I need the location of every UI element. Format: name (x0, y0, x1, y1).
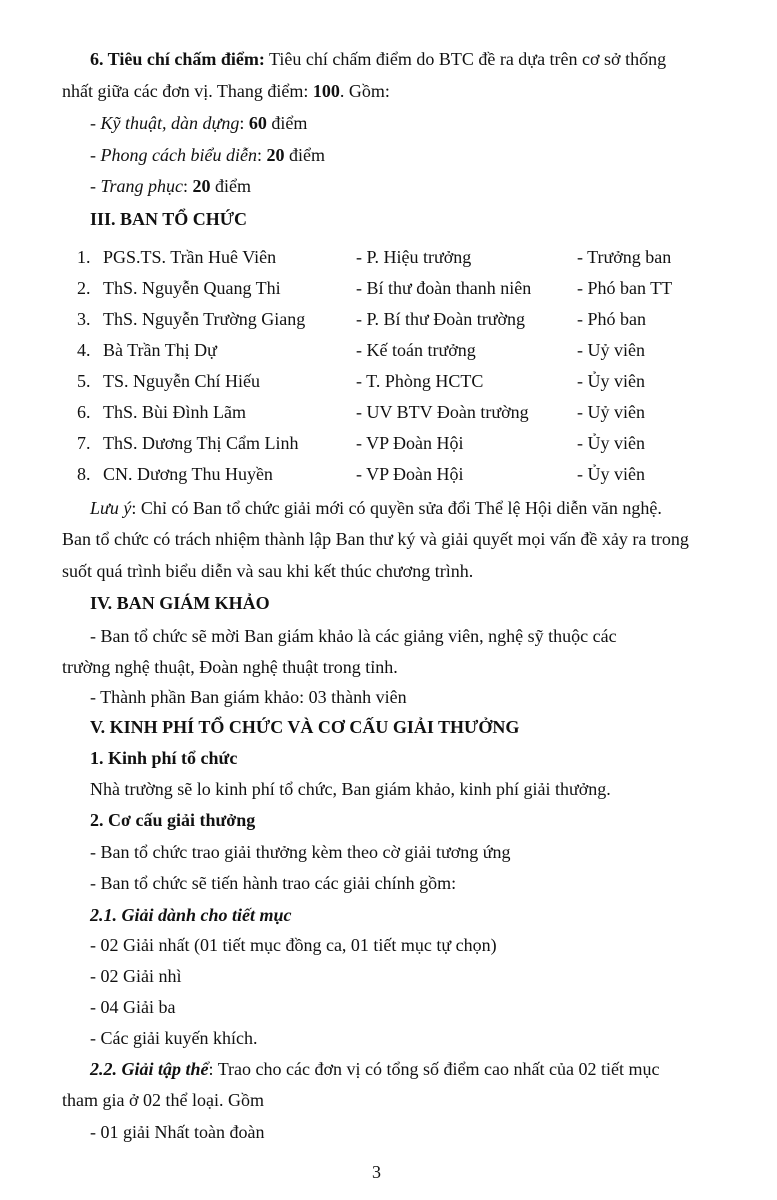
prize-item: - 04 Giải ba (90, 997, 176, 1017)
committee-row (77, 244, 737, 270)
prize-item: - Các giải kuyến khích. (90, 1028, 258, 1048)
collective-prize-line2: tham gia ở 02 thể loại. Gồm (62, 1090, 264, 1110)
member-number: 7. (77, 433, 91, 453)
criteria-colon: : (256, 145, 267, 165)
note-label: Lưu ý (90, 498, 132, 518)
jury-line3: - Thành phần Ban giám khảo: 03 thành viên (90, 687, 407, 707)
committee-row (77, 275, 737, 301)
member-number: 5. (77, 371, 91, 391)
member-role: - Uỷ viên (577, 340, 645, 360)
collective-prize-line3: - 01 giải Nhất toàn đoàn (90, 1122, 265, 1142)
criteria-label: Kỹ thuật, dàn dựng (100, 113, 240, 133)
criteria-scale: 100 (312, 81, 340, 101)
note-line1 (90, 496, 662, 520)
criteria-unit: điểm (210, 176, 252, 196)
member-name: Bà Trần Thị Dự (103, 340, 217, 360)
organizing-committee-heading: III. BAN TỔ CHỨC (90, 209, 248, 229)
criteria-item (90, 143, 325, 167)
criteria-dash: - (90, 145, 101, 165)
criteria-paragraph-line1 (90, 47, 666, 71)
member-position: - Bí thư đoàn thanh niên (356, 278, 532, 298)
member-number: 2. (77, 278, 91, 298)
criteria-label: Trang phục (100, 176, 184, 196)
member-name: ThS. Dương Thị Cẩm Linh (103, 433, 299, 453)
page-number: 3 (372, 1162, 381, 1182)
criteria-paragraph-line2 (62, 79, 390, 103)
jury-heading: IV. BAN GIÁM KHẢO (90, 593, 270, 613)
member-name: ThS. Bùi Đình Lãm (103, 402, 246, 422)
criteria-unit: điểm (284, 145, 325, 165)
criteria-points: 20 (266, 145, 285, 165)
collective-prize-heading: 2.2. Giải tập thể (90, 1059, 209, 1079)
committee-row (77, 368, 737, 394)
criteria-item (90, 174, 251, 198)
member-position: - UV BTV Đoàn trường (356, 402, 529, 422)
collective-prize-text: : Trao cho các đơn vị có tổng số điểm cao nhất của 02 tiết mục (208, 1059, 660, 1079)
note-line3: suốt quá trình biểu diễn và sau khi kết thúc chương trình. (62, 561, 474, 581)
member-name: PGS.TS. Trần Huê Viên (103, 247, 277, 267)
item-prizes-heading: 2.1. Giải dành cho tiết mục (90, 905, 292, 925)
member-number: 6. (77, 402, 91, 422)
criteria-item (90, 111, 307, 135)
criteria-colon: : (183, 176, 193, 196)
member-number: 8. (77, 464, 91, 484)
member-position: - P. Bí thư Đoàn trường (356, 309, 526, 329)
criteria-unit: điểm (266, 113, 308, 133)
member-position: - T. Phòng HCTC (356, 371, 484, 391)
prize-line1: - Ban tổ chức trao giải thưởng kèm theo cờ giải tương ứng (90, 842, 511, 862)
member-number: 1. (77, 247, 91, 267)
member-position: - P. Hiệu trưởng (356, 247, 472, 267)
committee-row (77, 430, 737, 456)
jury-line1: - Ban tổ chức sẽ mời Ban giám khảo là các giảng viên, nghệ sỹ thuộc các (90, 626, 617, 646)
member-number: 4. (77, 340, 91, 360)
member-name: CN. Dương Thu Huyền (103, 464, 273, 484)
note-text: : Chỉ có Ban tổ chức giải mới có quyền sửa đổi Thể lệ Hội diễn văn nghệ. (131, 498, 662, 518)
criteria-text: Tiêu chí chấm điểm do BTC đề ra dựa trên cơ sở thống (264, 49, 667, 69)
note-line2: Ban tổ chức có trách nhiệm thành lập Ban thư ký và giải quyết mọi vấn đề xảy ra trong (62, 529, 689, 549)
collective-prize-line1 (90, 1057, 659, 1081)
criteria-heading: 6. Tiêu chí chấm điểm: (90, 49, 265, 69)
prize-item: - 02 Giải nhì (90, 966, 182, 986)
criteria-text-2b: . Gồm: (339, 81, 390, 101)
member-role: - Ủy viên (577, 464, 645, 484)
member-name: ThS. Nguyễn Trường Giang (103, 309, 306, 329)
member-name: ThS. Nguyễn Quang Thi (103, 278, 281, 298)
prize-item: - 02 Giải nhất (01 tiết mục đồng ca, 01 tiết mục tự chọn) (90, 935, 497, 955)
member-number: 3. (77, 309, 91, 329)
criteria-points: 20 (192, 176, 211, 196)
member-role: - Phó ban (577, 309, 646, 329)
prize-structure-heading: 2. Cơ cấu giải thưởng (90, 810, 256, 830)
member-position: - VP Đoàn Hội (356, 464, 464, 484)
budget-subheading: 1. Kinh phí tổ chức (90, 748, 238, 768)
committee-row (77, 306, 737, 332)
member-role: - Ủy viên (577, 371, 645, 391)
jury-line2: trường nghệ thuật, Đoàn nghệ thuật trong tỉnh. (62, 657, 398, 677)
member-role: - Phó ban TT (577, 278, 673, 298)
member-name: TS. Nguyễn Chí Hiếu (103, 371, 260, 391)
prize-line2: - Ban tổ chức sẽ tiến hành trao các giải chính gồm: (90, 873, 457, 893)
member-role: - Uỷ viên (577, 402, 645, 422)
criteria-points: 60 (248, 113, 267, 133)
criteria-dash: - (90, 113, 101, 133)
committee-row (77, 399, 737, 425)
criteria-colon: : (239, 113, 249, 133)
member-role: - Trưởng ban (577, 247, 672, 267)
criteria-dash: - (90, 176, 101, 196)
member-position: - VP Đoàn Hội (356, 433, 464, 453)
member-position: - Kế toán trưởng (356, 340, 476, 360)
committee-row (77, 461, 737, 487)
criteria-text-2a: nhất giữa các đơn vị. Thang điểm: (62, 81, 313, 101)
committee-row (77, 337, 737, 363)
budget-text: Nhà trường sẽ lo kinh phí tổ chức, Ban giám khảo, kinh phí giải thưởng. (90, 779, 611, 799)
criteria-label: Phong cách biểu diễn (100, 145, 257, 165)
budget-heading: V. KINH PHÍ TỔ CHỨC VÀ CƠ CẤU GIẢI THƯỞNG (90, 717, 520, 737)
member-role: - Ủy viên (577, 433, 645, 453)
